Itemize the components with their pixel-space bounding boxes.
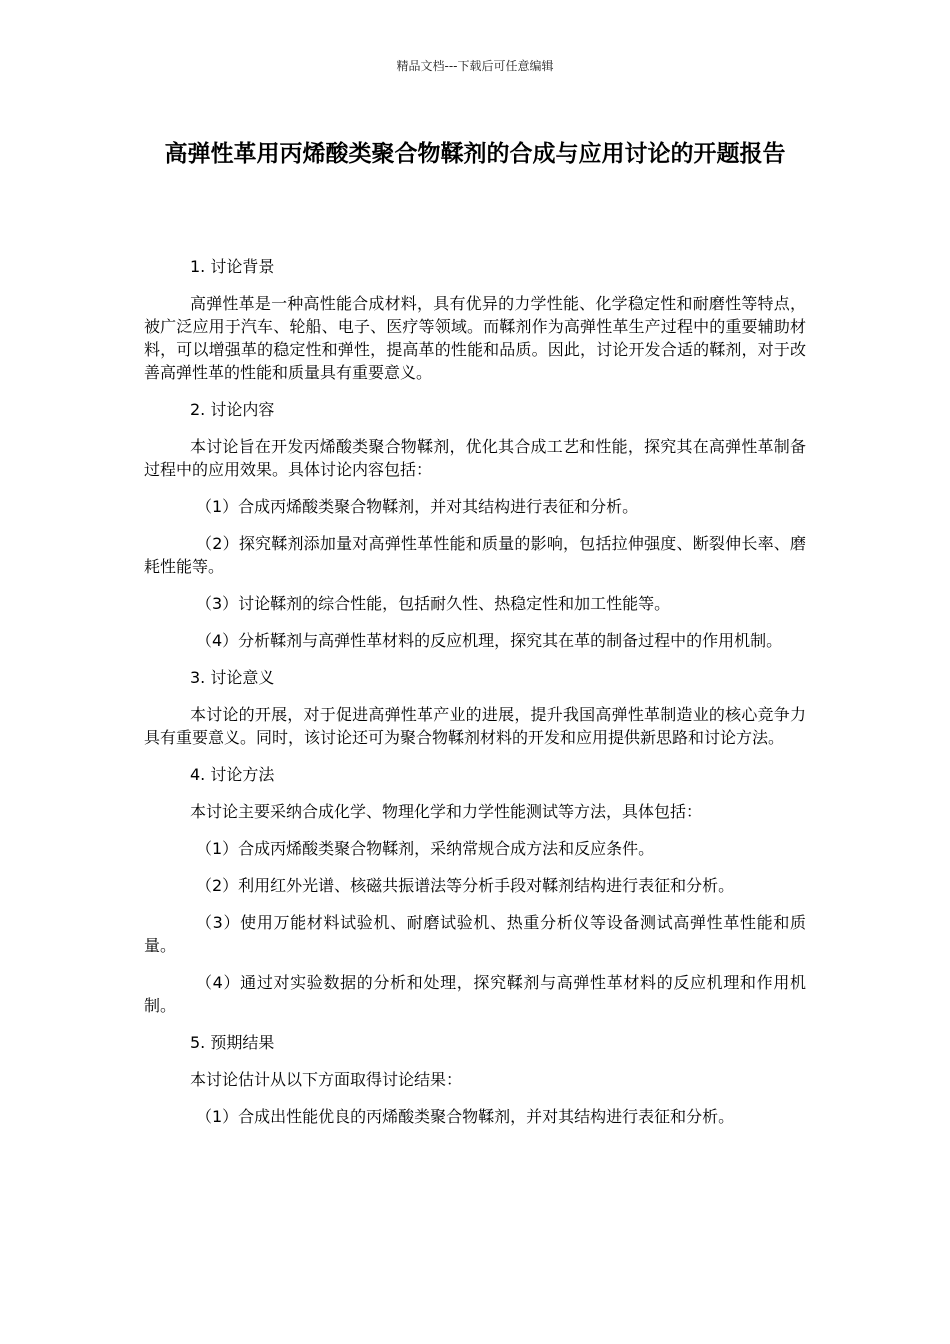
paragraph: 本讨论的开展，对于促进高弹性革产业的进展，提升我国高弹性革制造业的核心竞争力具有重要意义。同时，该讨论还可为聚合物鞣剂材料的开发和应用提供新思路和讨论方法。: [144, 705, 806, 747]
list-item: （2）利用红外光谱、核磁共振谱法等分析手段对鞣剂结构进行表征和分析。: [196, 876, 735, 895]
paragraph: 本讨论旨在开发丙烯酸类聚合物鞣剂，优化其合成工艺和性能，探究其在高弹性革制备过程中的应用效果。具体讨论内容包括：: [144, 437, 806, 479]
document-body: [144, 255, 806, 1142]
document-title: 高弹性革用丙烯酸类聚合物鞣剂的合成与应用讨论的开题报告: [164, 141, 786, 167]
section-heading: 5. 预期结果: [190, 1033, 275, 1052]
list-item: （2）探究鞣剂添加量对高弹性革性能和质量的影响，包括拉伸强度、断裂伸长率、磨耗性能等。: [144, 534, 806, 576]
list-item: （3）讨论鞣剂的综合性能，包括耐久性、热稳定性和加工性能等。: [196, 594, 671, 613]
section-heading: 1. 讨论背景: [190, 257, 275, 276]
section-heading: 3. 讨论意义: [190, 668, 275, 687]
paragraph: 本讨论估计从以下方面取得讨论结果：: [190, 1070, 463, 1089]
paragraph: 高弹性革是一种高性能合成材料，具有优异的力学性能、化学稳定性和耐磨性等特点，被广泛应用于汽车、轮船、电子、医疗等领域。而鞣剂作为高弹性革生产过程中的重要辅助材料，可以增强革的稳定性和弹性，提高革的性能和品质。因此，讨论开发合适的鞣剂，对于改善高弹性革的性能和质量具有重要意义。: [144, 294, 806, 382]
list-item: （1）合成丙烯酸类聚合物鞣剂，采纳常规合成方法和反应条件。: [196, 839, 655, 858]
list-item: （4）通过对实验数据的分析和处理，探究鞣剂与高弹性革材料的反应机理和作用机制。: [144, 973, 806, 1015]
header-watermark: 精品文档---下载后可任意编辑: [396, 59, 554, 73]
section-heading: 4. 讨论方法: [190, 765, 275, 784]
list-item: （1）合成丙烯酸类聚合物鞣剂，并对其结构进行表征和分析。: [196, 497, 639, 516]
list-item: （3）使用万能材料试验机、耐磨试验机、热重分析仪等设备测试高弹性革性能和质量。: [144, 913, 806, 955]
list-item: （4）分析鞣剂与高弹性革材料的反应机理，探究其在革的制备过程中的作用机制。: [196, 631, 783, 650]
list-item: （1）合成出性能优良的丙烯酸类聚合物鞣剂，并对其结构进行表征和分析。: [196, 1107, 735, 1126]
section-heading: 2. 讨论内容: [190, 400, 275, 419]
paragraph: 本讨论主要采纳合成化学、物理化学和力学性能测试等方法，具体包括：: [190, 802, 703, 821]
